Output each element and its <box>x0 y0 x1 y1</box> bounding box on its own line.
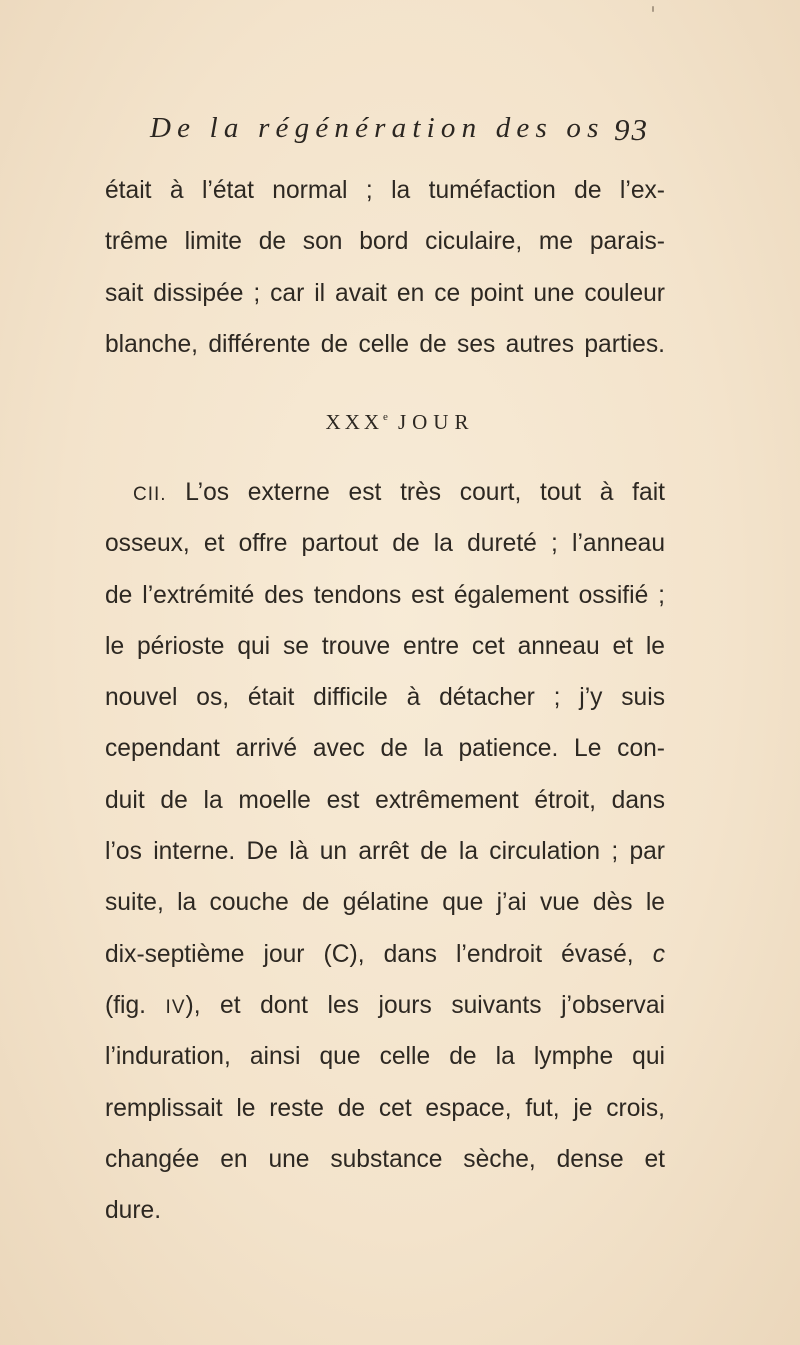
text-line-first <box>105 467 665 518</box>
day-number: XXX <box>325 410 384 434</box>
text-segment: ), et dont les jours suivants j’observai <box>185 991 665 1019</box>
italic-letter: c <box>652 940 665 968</box>
text-line-fig <box>105 980 665 1031</box>
text-segment: dix-septième jour (C), dans l’endroit évasé, <box>105 940 634 968</box>
text-line: remplissait le reste de cet espace, fut, je crois, <box>105 1094 665 1122</box>
text-line: de l’extrémité des tendons est également ossifié ; <box>105 581 665 609</box>
running-head <box>0 112 800 162</box>
text-line: cependant arrivé avec de la patience. Le con- <box>105 735 665 763</box>
text-line-last: dure. <box>105 1197 162 1225</box>
text-line: changée en une substance sèche, dense et <box>105 1145 665 1173</box>
section-heading <box>0 410 800 435</box>
text-line: l’induration, ainsi que celle de la lymphe qui <box>105 1043 665 1071</box>
ordinal-superscript: e <box>383 411 388 423</box>
text-line: trême limite de son bord ciculaire, me parais- <box>105 228 665 256</box>
text-line: suite, la couche de gélatine que j’ai vue dès le <box>105 889 665 917</box>
running-title: De la régénération des os <box>150 112 605 144</box>
text-line: nouvel os, était difficile à détacher ; j’y suis <box>105 684 665 712</box>
day-label: JOUR <box>397 410 475 434</box>
text-line: le périoste qui se trouve entre cet anneau et le <box>105 632 665 660</box>
text-line: blanche, différente de celle de ses autres parties. <box>105 330 665 358</box>
figure-numeral: IV <box>165 996 186 1018</box>
paragraph-continued <box>105 165 665 370</box>
text-segment: (fig. <box>105 991 146 1019</box>
text-line: était à l’état normal ; la tuméfaction de l’ex- <box>105 177 665 204</box>
text-line: duit de la moelle est extrêmement étroit, dans <box>105 786 665 814</box>
paper-speck <box>652 6 654 12</box>
text-line: osseux, et offre partout de la dureté ; l’anneau <box>105 530 665 558</box>
paragraph-cii <box>105 467 665 1236</box>
section-number: CII. <box>133 484 167 505</box>
page-number: 93 <box>614 112 649 147</box>
first-line-text: L’os externe est très court, tout à fait <box>185 479 665 506</box>
text-line-with-figure-ref <box>105 929 665 980</box>
text-line: sait dissipée ; car il avait en ce point une couleur <box>105 279 665 307</box>
text-line: l’os interne. De là un arrêt de la circulation ; par <box>105 838 665 866</box>
